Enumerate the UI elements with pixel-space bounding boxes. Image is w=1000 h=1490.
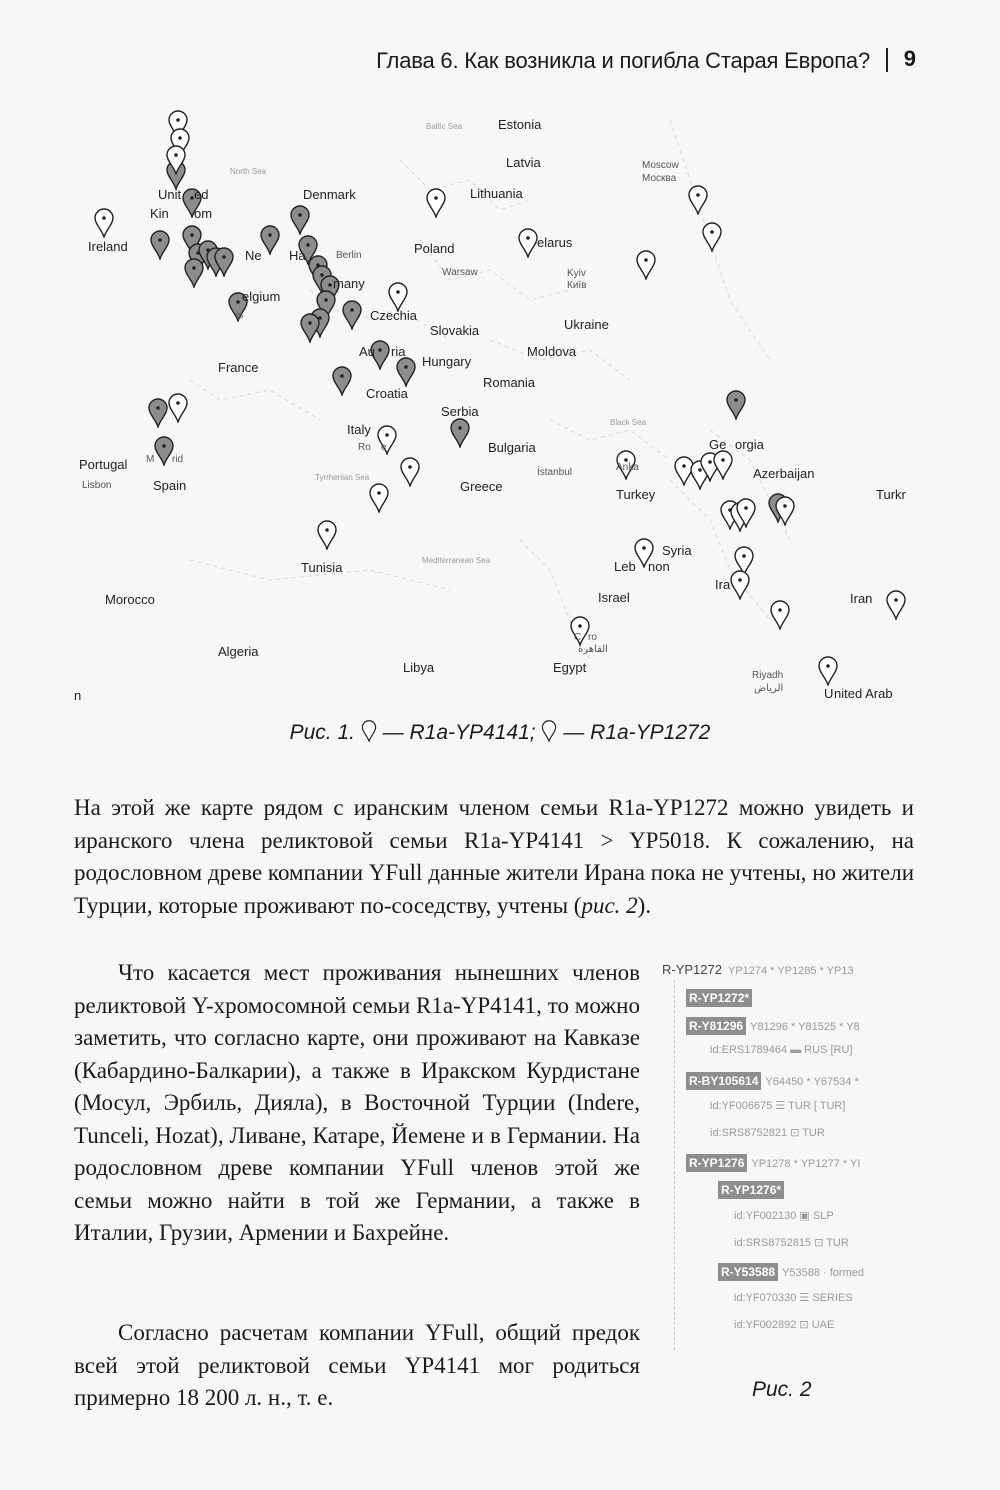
map-pin-icon: [169, 394, 187, 422]
label-libya: Libya: [403, 660, 435, 675]
label-croatia: Croatia: [366, 386, 408, 401]
tree-detail: id:YF002892 ⊡ UAE: [734, 1319, 835, 1332]
figure-1-label: Рис. 1.: [289, 721, 355, 744]
label-rome-b: e: [381, 442, 387, 453]
header-separator: [886, 48, 888, 72]
tree-row: [686, 989, 756, 1011]
figure-2-reference: рис. 2: [581, 892, 638, 918]
label-paris: is: [236, 310, 244, 321]
paragraph-1-text: На этой же карте рядом с иранским членом семьи R1a-YP1272 можно увидеть и иранского члена реликтовой семьи R1a-YP4141 > YP5018. К сожалению, на родословном древе компании YFull данные жители Ирана пока не учтены, но жители Турции, которые проживают по-соседству, учтены (: [74, 795, 914, 918]
label-uae: nited Arab: [834, 686, 893, 701]
tree-row: [686, 1154, 860, 1176]
label-greece: Greece: [460, 479, 503, 494]
label-rome: Ro: [358, 442, 371, 453]
map-pin-icon: [771, 601, 789, 629]
label-riyadh: Riyadh: [752, 670, 784, 681]
map-pin-icon: [401, 458, 419, 486]
tree-detail: id:ERS1789464 ▬ RUS [RU]: [710, 1044, 853, 1057]
label-moscow: Moscow: [642, 160, 679, 171]
label-lebanon: Leb: [614, 559, 636, 574]
tree-row: [710, 1126, 825, 1148]
label-bulgaria: Bulgaria: [488, 440, 536, 455]
label-israel: Israel: [598, 590, 630, 605]
tree-row: [662, 962, 854, 984]
label-iraq: Ira: [715, 577, 731, 592]
label-tyrrhenian: Tyrrhenian Sea: [315, 473, 370, 482]
haplogroup-tag: R-YP1276: [686, 1154, 747, 1172]
tree-detail: Y81296 * Y81525 * Y8: [750, 1020, 860, 1033]
label-austria-b: ria: [391, 344, 406, 359]
label-spain: Spain: [153, 478, 187, 493]
label-netherlands-a: Ne: [245, 248, 262, 263]
tree-row: [734, 1291, 853, 1313]
label-lisbon: Lisbon: [82, 480, 112, 491]
phylogenetic-tree: [662, 960, 912, 1370]
label-tunisia: Tunisia: [301, 560, 343, 575]
map-pin-icon: [731, 571, 749, 599]
label-latvia: Latvia: [506, 155, 541, 170]
page-number: 9: [903, 46, 916, 71]
label-kyiv: Kyiv: [567, 268, 586, 279]
tree-detail: YP1274 * YP1285 * YP13: [727, 965, 854, 977]
label-warsaw: Warsaw: [442, 267, 478, 278]
label-kingdom-a: Kin: [150, 206, 169, 221]
tree-detail: id:YF006675 ☰ TUR [ TUR]: [710, 1100, 846, 1112]
tree-detail: id:YF070330 ☰ SERIES: [734, 1291, 853, 1304]
tree-row: [718, 1181, 788, 1203]
haplogroup-tag: R-Y53588: [718, 1263, 778, 1281]
tree-row: [734, 1209, 834, 1231]
tree-detail: id:YF002130 ▣ SLP: [734, 1209, 834, 1222]
haplogroup-tag: R-YP1272: [662, 962, 722, 977]
label-poland: Poland: [414, 241, 455, 256]
map-pin-icon: [343, 301, 361, 329]
paragraph-2: Что касается мест проживания нынешних членов реликтовой Y-хромосомной семьи R1a-YP4141, то можно заметить, что согласно карте, они проживают на Кавказе (Кабардино-Балкарии), а также в Иракском Курдистане (Мосул, Эрбиль, Дияла), в Восточной Турции (Indere, Tunceli, Hozat), Ливане, Катаре, Йемене и в Германии. На родословном древе компании YFull членов этой же семьи можно найти в той же Германии, а также в Италии, Грузии, Армении и Бахрейне.: [74, 960, 640, 1245]
label-belarus: elarus: [537, 235, 573, 250]
label-istanbul: İstanbul: [537, 467, 573, 478]
label-estonia: Estonia: [498, 117, 542, 132]
tree-row: [734, 1318, 834, 1340]
haplogroup-tag: R-BY105614: [686, 1072, 761, 1090]
map-pin-icon: [318, 521, 336, 549]
label-georgia-a: Ge: [709, 437, 727, 452]
map-pin-icon: [727, 391, 745, 419]
paragraph-3: Согласно расчетам компании YFull, общий предок всей этой реликтовой семьи YP4141 мог родиться примерно 18 200 л. н., т. е.: [74, 1320, 640, 1410]
figure-1-caption: [0, 720, 1000, 745]
label-united-b: ed: [194, 187, 209, 202]
tree-detail: Y64450 * Y67534 *: [765, 1075, 859, 1088]
legend-r1a-yp4141: — R1a-YP4141;: [382, 721, 536, 744]
label-iran: Iran: [850, 591, 873, 606]
label-egypt: Egypt: [553, 660, 587, 675]
legend-r1a-yp1272: — R1a-YP1272: [563, 721, 711, 744]
map-pin-icon: [714, 451, 732, 479]
label-denmark: Denmark: [303, 187, 356, 202]
label-ireland: Ireland: [88, 239, 128, 254]
label-kingdom-b: om: [194, 206, 213, 221]
label-ukraine: Ukraine: [564, 317, 609, 332]
tree-row: [734, 1236, 849, 1258]
label-edge-n: n: [74, 688, 82, 703]
chapter-title: Глава 6. Как возникла и погибла Старая Европа?: [376, 48, 870, 73]
label-turkey: Turkey: [616, 487, 656, 502]
label-italy: Italy: [347, 422, 371, 437]
label-moscow-ru: Москва: [642, 173, 677, 184]
label-czechia: Czechia: [370, 308, 417, 323]
label-mediterranean: Mediterranean Sea: [422, 556, 491, 565]
figure-2-caption: Рис. 2: [752, 1378, 812, 1401]
haplogroup-tag: R-Y81296: [686, 1017, 746, 1035]
haplogroup-tag: R-YP1272*: [686, 989, 752, 1007]
label-slovakia: Slovakia: [430, 323, 480, 338]
label-france: France: [218, 360, 259, 375]
tree-detail: YP1278 * YP1277 * YI: [751, 1157, 861, 1170]
label-romania: Romania: [483, 375, 536, 390]
map-pin-icon: [703, 223, 721, 251]
label-lebanon-b: non: [648, 559, 670, 574]
label-ankara: Anka: [616, 462, 639, 473]
map-pin-icon: [149, 399, 167, 427]
label-berlin: Berlin: [336, 250, 362, 261]
tree-row: [686, 1072, 859, 1094]
label-serbia: Serbia: [441, 404, 479, 419]
tree-row: [710, 1044, 852, 1066]
label-riyadh-ar: الرياض: [754, 683, 784, 694]
label-madrid-b: rid: [172, 454, 184, 465]
label-turkmen: Turkr: [876, 487, 906, 502]
label-madrid: M: [146, 454, 155, 465]
label-netherlands-b: Ha: [289, 248, 306, 263]
label-portugal: Portugal: [79, 457, 128, 472]
label-kyiv-ua: Київ: [567, 280, 587, 291]
map-pin-icon: [185, 259, 203, 287]
label-germany: many: [333, 276, 365, 291]
map-pin-icon: [155, 437, 173, 465]
haplogroup-tag: R-YP1276*: [718, 1181, 784, 1199]
label-lithuania: Lithuania: [470, 186, 523, 201]
label-belgium: elgium: [242, 289, 281, 304]
map-pin-icon: [370, 484, 388, 512]
tree-row: [710, 1099, 845, 1121]
page-header: [0, 40, 1000, 80]
map-pin-icon: [637, 251, 655, 279]
label-hungary: Hungary: [422, 354, 472, 369]
tree-row: [686, 1017, 860, 1039]
map-pin-icon: [301, 314, 319, 342]
map-pin-icon: [819, 657, 837, 685]
paragraph-1-end: ).: [637, 892, 652, 918]
map-pin-icon: [333, 367, 351, 395]
map-pin-icon: [675, 457, 693, 485]
label-cairo-ar: القاهرة: [578, 644, 608, 655]
map-pin-icon: [389, 283, 407, 311]
label-algeria: Algeria: [218, 644, 259, 659]
label-cairo-b: ro: [588, 632, 597, 643]
label-baltic-sea: Baltic Sea: [426, 122, 463, 131]
tree-row: [718, 1263, 864, 1285]
map-pin-icon: [689, 186, 707, 214]
label-syria: Syria: [662, 543, 692, 558]
label-north-sea: North Sea: [230, 167, 267, 176]
white-pin-icon: [361, 720, 377, 742]
tree-detail: id:SRS8752821 ⊡ TUR: [710, 1127, 825, 1140]
map-pin-icon: [397, 358, 415, 386]
label-azerbaijan: Azerbaijan: [753, 466, 815, 481]
label-united-a: Unit: [158, 187, 182, 202]
label-moldova: Moldova: [527, 344, 577, 359]
map-pin-icon: [261, 226, 279, 254]
white-pin-icon: [541, 720, 557, 742]
label-morocco: Morocco: [105, 592, 155, 607]
map-pin-icon: [427, 189, 445, 217]
paragraph-1: [74, 792, 914, 922]
map-pin-icon: [451, 419, 469, 447]
map-pin-icon: [95, 209, 113, 237]
label-black-sea: Black Sea: [610, 418, 647, 427]
map-pin-icon: [151, 231, 169, 259]
migration-map: [70, 100, 930, 710]
map-pin-icon: [887, 591, 905, 619]
tree-connector: [674, 980, 675, 1350]
map-pin-icon: [519, 229, 537, 257]
map-pin-icon: [291, 206, 309, 234]
tree-detail: id:SRS8752815 ⊡ TUR: [734, 1237, 849, 1249]
label-georgia: orgia: [735, 437, 764, 452]
tree-detail: Y53588 · formed: [782, 1267, 864, 1280]
label-austria-a: Au: [359, 344, 375, 359]
label-uae-u: U: [824, 686, 834, 701]
label-cairo: C: [574, 632, 582, 643]
